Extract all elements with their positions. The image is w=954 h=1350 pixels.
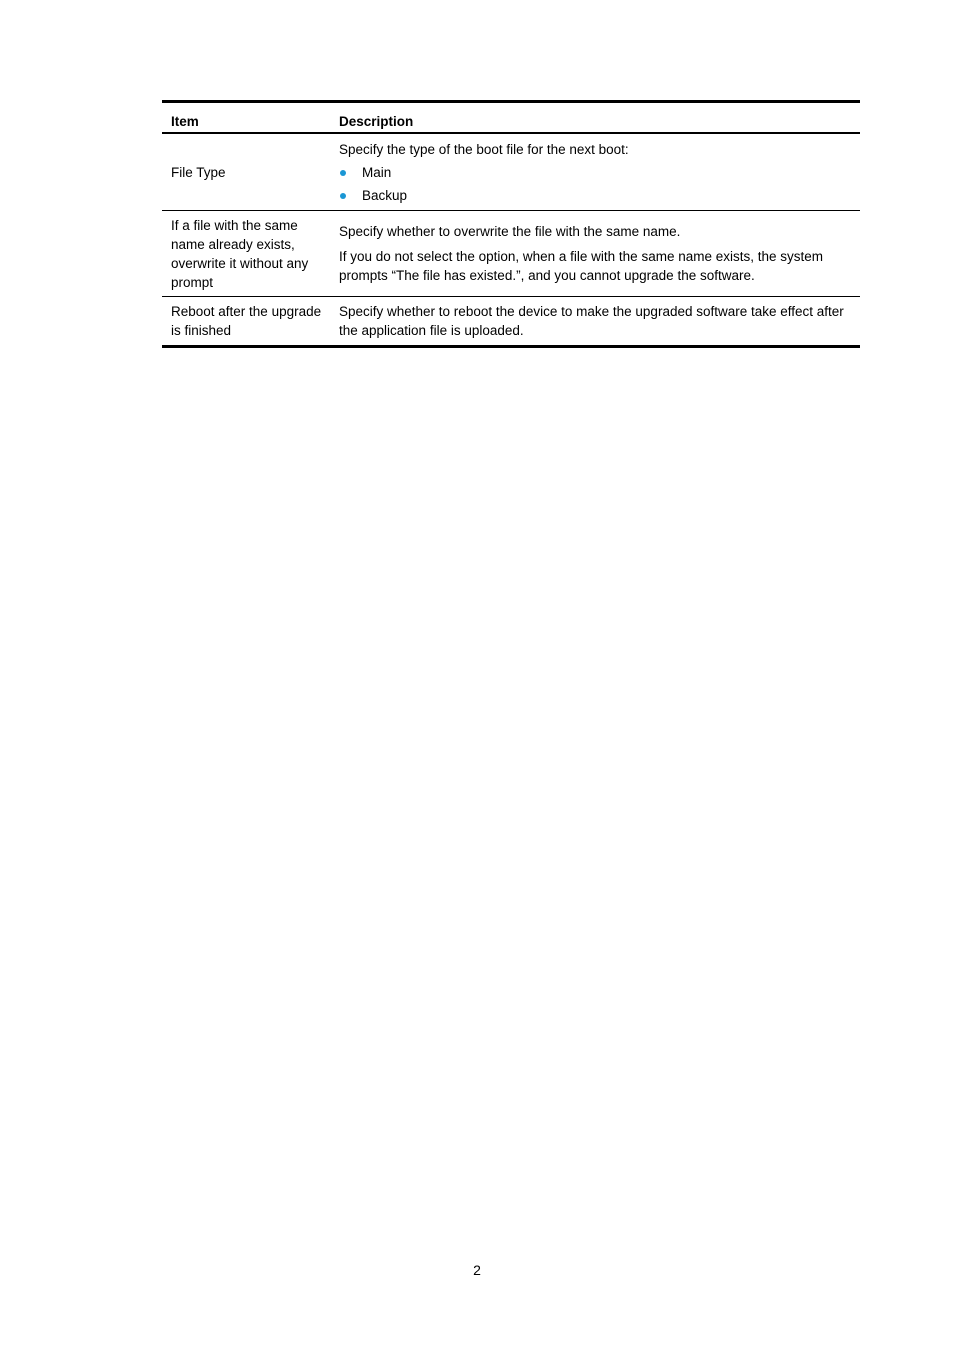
list-item-label: Main xyxy=(362,164,392,180)
header-description: Description xyxy=(330,102,860,134)
page-number: 2 xyxy=(473,1262,481,1278)
description-cell xyxy=(330,296,860,346)
description-text: Specify whether to reboot the device to make the upgraded software take effect after the application file is uploaded. xyxy=(339,304,844,338)
bullet-icon xyxy=(340,193,346,199)
description-text: Specify the type of the boot file for the next boot: xyxy=(339,141,629,157)
list-item-label: Backup xyxy=(362,187,408,203)
header-item: Item xyxy=(162,102,330,134)
list-item xyxy=(339,163,852,182)
item-cell: If a file with the same name already exists, overwrite it without any prompt xyxy=(162,210,330,296)
bullet-list xyxy=(339,163,852,205)
table-row xyxy=(162,133,860,210)
table-row xyxy=(162,296,860,346)
item-cell: Reboot after the upgrade is finished xyxy=(162,296,330,346)
description-cell xyxy=(330,133,860,210)
description-text: Specify whether to overwrite the file with the same name. xyxy=(339,224,681,239)
table-row xyxy=(162,210,860,296)
table-header-row xyxy=(162,102,860,134)
parameter-table xyxy=(162,100,860,348)
item-cell: File Type xyxy=(162,133,330,210)
description-cell xyxy=(330,210,860,296)
description-text: If you do not select the option, when a file with the same name exists, the system prompts “The file has existed.”, and you cannot upgrade the software. xyxy=(339,249,824,283)
list-item xyxy=(339,186,852,205)
bullet-icon xyxy=(340,170,346,176)
